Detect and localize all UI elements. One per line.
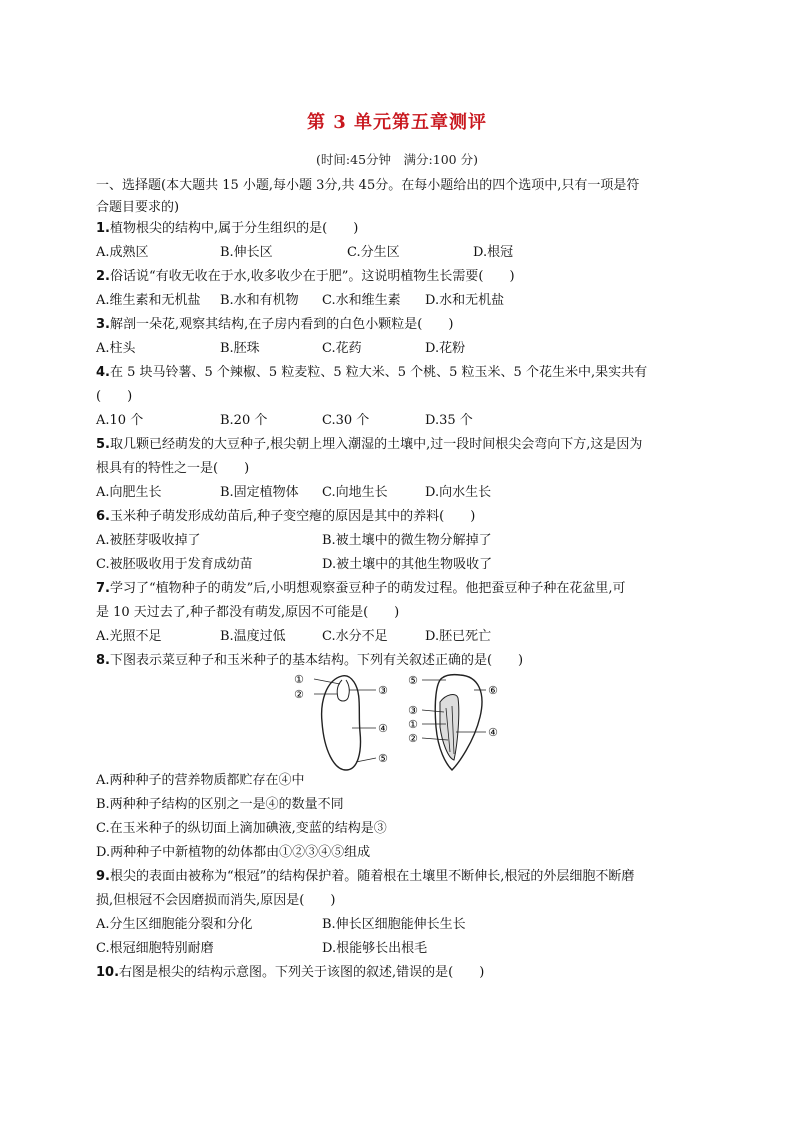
q2-option-b: B.水和有机物 [220, 293, 299, 308]
bean-label-5: ⑤ [378, 752, 388, 765]
question-text: 在 5 块马铃薯、5 个辣椒、5 粒麦粒、5 粒大米、5 个桃、5 粒玉米、5 个花生米中,果实共有 [109, 365, 648, 380]
exam-info: (时间:45分钟 满分:100 分) [316, 152, 478, 167]
q7-option-d: D.胚已死亡 [425, 629, 492, 644]
q9-option-d: D.根能够长出根毛 [322, 941, 428, 956]
q5-option-d: D.向水生长 [425, 485, 492, 500]
q5-option-b: B.固定植物体 [220, 485, 299, 500]
question-number: 10. [96, 965, 120, 980]
q1-option-a: A.成熟区 [96, 245, 149, 260]
question-text: 取几颗已经萌发的大豆种子,根尖朝上埋入潮湿的土壤中,过一段时间根尖会弯向下方,这是因为 [109, 437, 643, 452]
q9-option-c: C.根冠细胞特别耐磨 [96, 941, 214, 956]
q2-option-c: C.水和维生素 [322, 293, 401, 308]
q4-option-c: C.30 个 [322, 413, 370, 428]
question-9-stem [96, 869, 634, 885]
q3-option-c: C.花药 [322, 341, 362, 356]
question-2-stem [96, 269, 515, 285]
page-title: 第 3 单元第五章测评 [306, 112, 488, 133]
q1-option-d: D.根冠 [473, 245, 514, 260]
corn-seed-diagram [408, 674, 498, 770]
seed-structure-figure [290, 672, 520, 772]
corn-label-3: ③ [408, 704, 418, 717]
question-5-stem [96, 437, 642, 453]
question-3-stem [96, 317, 453, 333]
bean-label-4: ④ [378, 722, 388, 735]
bean-seed-diagram [294, 673, 388, 770]
q4-option-b: B.20 个 [220, 413, 268, 428]
q9-option-a: A.分生区细胞能分裂和分化 [96, 917, 253, 932]
question-number: 3. [96, 317, 110, 332]
question-7-stem-line2: 是 10 天过去了,种子都没有萌发,原因不可能是( ) [96, 605, 400, 620]
q5-option-a: A.向肥生长 [96, 485, 162, 500]
bean-label-2: ② [294, 688, 304, 701]
q4-option-d: D.35 个 [425, 413, 473, 428]
q8-option-d: D.两种种子中新植物的幼体都由①②③④⑤组成 [96, 845, 371, 860]
q8-option-c: C.在玉米种子的纵切面上滴加碘液,变蓝的结构是③ [96, 821, 387, 836]
corn-label-4: ④ [488, 726, 498, 739]
q3-option-b: B.胚珠 [220, 341, 260, 356]
question-number: 9. [96, 869, 110, 884]
question-text: 根尖的表面由被称为“根冠”的结构保护着。随着根在土壤里不断伸长,根冠的外层细胞不断磨 [109, 869, 635, 884]
q5-option-c: C.向地生长 [322, 485, 388, 500]
q9-option-b: B.伸长区细胞能伸长生长 [322, 917, 466, 932]
q3-option-a: A.柱头 [96, 341, 136, 356]
section-heading-line2: 合题目要求的) [96, 200, 180, 215]
bean-label-3: ③ [378, 684, 388, 697]
question-1-stem [96, 221, 358, 237]
question-text: 玉米种子萌发形成幼苗后,种子变空瘪的原因是其中的养料( ) [109, 509, 476, 524]
question-8-stem [96, 653, 523, 669]
question-number: 2. [96, 269, 110, 284]
question-number: 4. [96, 365, 110, 380]
question-4-stem [96, 365, 647, 381]
question-9-stem-line2: 损,但根冠不会因磨损而消失,原因是( ) [96, 893, 336, 908]
question-5-stem-line2: 根具有的特性之一是( ) [96, 461, 250, 476]
section-heading-line1: 一、选择题(本大题共 15 小题,每小题 3分,共 45分。在每小题给出的四个选项中,只有一项是符 [96, 178, 640, 193]
question-number: 8. [96, 653, 110, 668]
q2-option-d: D.水和无机盐 [425, 293, 505, 308]
question-text: 右图是根尖的结构示意图。下列关于该图的叙述,错误的是( ) [119, 965, 485, 980]
question-4-stem-line2: ( ) [96, 389, 133, 404]
question-number: 7. [96, 581, 110, 596]
q1-option-c: C.分生区 [347, 245, 400, 260]
q8-option-a: A.两种种子的营养物质都贮存在④中 [96, 773, 305, 788]
question-text: 解剖一朵花,观察其结构,在子房内看到的白色小颗粒是( ) [109, 317, 454, 332]
question-10-stem [96, 965, 484, 981]
corn-label-5: ⑤ [408, 674, 418, 687]
question-text: 俗话说“有收无收在于水,收多收少在于肥”。这说明植物生长需要( ) [109, 269, 515, 284]
question-7-stem [96, 581, 626, 597]
question-number: 5. [96, 437, 110, 452]
q7-option-c: C.水分不足 [322, 629, 388, 644]
q6-option-b: B.被土壤中的微生物分解掉了 [322, 533, 492, 548]
question-text: 植物根尖的结构中,属于分生组织的是( ) [109, 221, 359, 236]
corn-label-2: ② [408, 732, 418, 745]
question-6-stem [96, 509, 475, 525]
q8-option-b: B.两种种子结构的区别之一是④的数量不同 [96, 797, 344, 812]
q6-option-c: C.被胚吸收用于发育成幼苗 [96, 557, 253, 572]
q6-option-a: A.被胚芽吸收掉了 [96, 533, 201, 548]
q4-option-a: A.10 个 [96, 413, 144, 428]
corn-label-6: ⑥ [488, 684, 498, 697]
q3-option-d: D.花粉 [425, 341, 466, 356]
q2-option-a: A.维生素和无机盐 [96, 293, 201, 308]
question-text: 下图表示菜豆种子和玉米种子的基本结构。下列有关叙述正确的是( ) [109, 653, 524, 668]
question-text: 学习了“植物种子的萌发”后,小明想观察蚕豆种子的萌发过程。他把蚕豆种子种在花盆里,可 [109, 581, 626, 596]
q6-option-d: D.被土壤中的其他生物吸收了 [322, 557, 493, 572]
q7-option-a: A.光照不足 [96, 629, 162, 644]
corn-label-1: ① [408, 718, 418, 731]
bean-label-1: ① [294, 673, 304, 686]
q1-option-b: B.伸长区 [220, 245, 273, 260]
q7-option-b: B.温度过低 [220, 629, 286, 644]
question-number: 6. [96, 509, 110, 524]
question-number: 1. [96, 221, 110, 236]
